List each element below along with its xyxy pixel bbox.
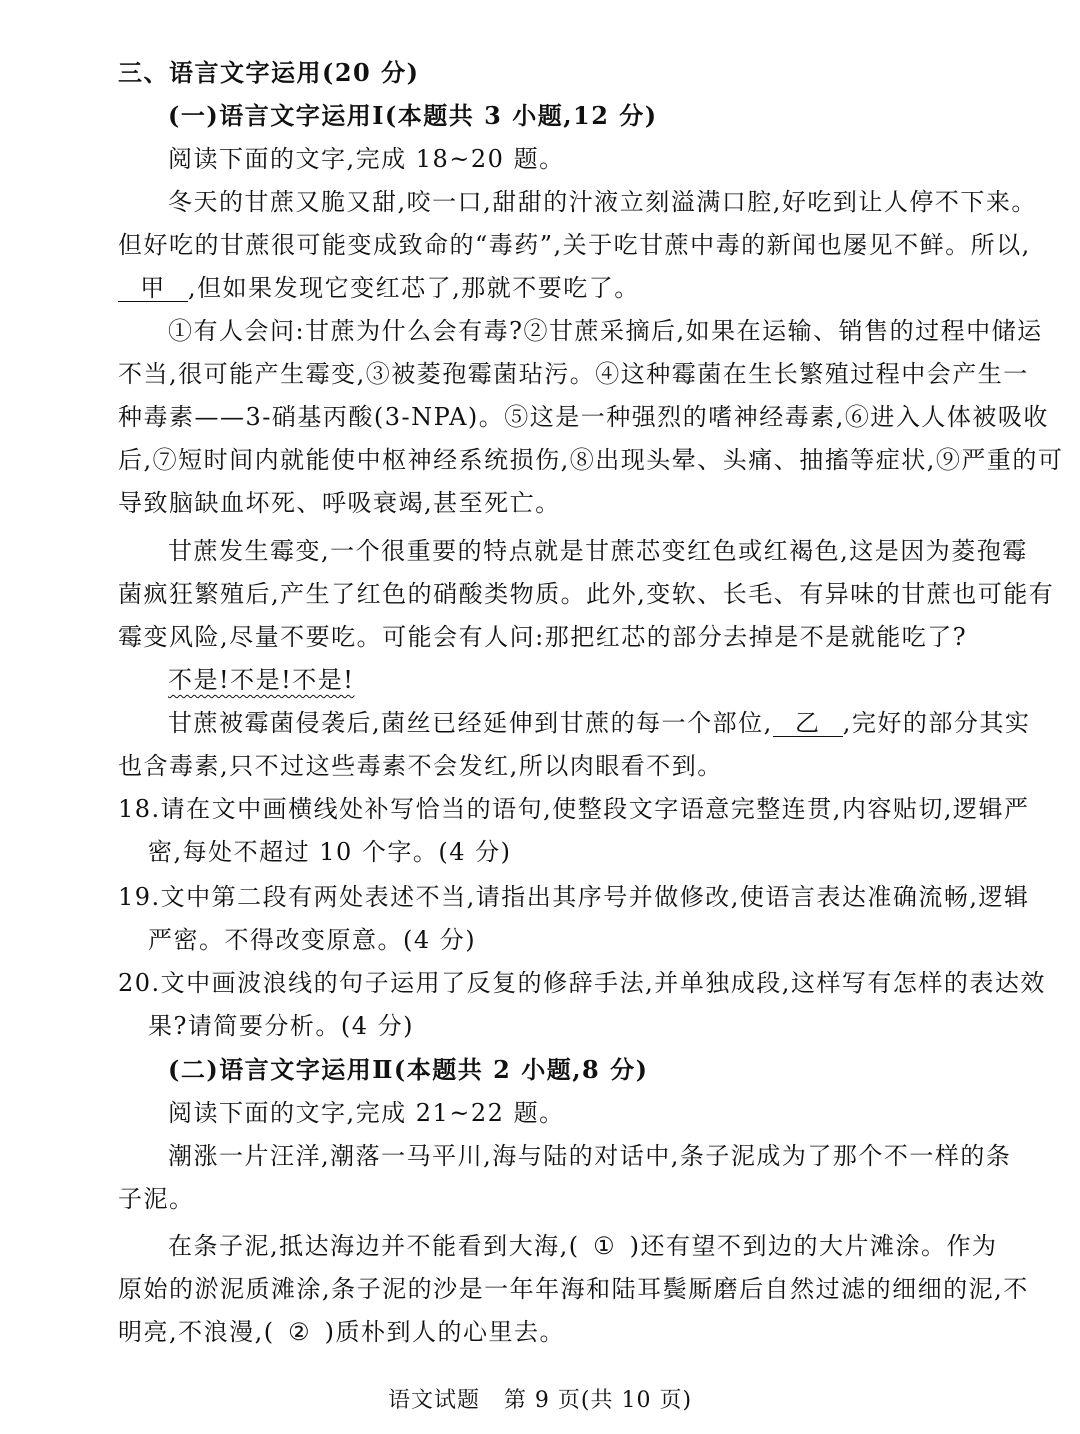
passage-line: 潮涨一片汪洋,潮落一马平川,海与陆的对话中,条子泥成为了那个不一样的条 [168,1142,1012,1170]
question-20: 20.文中画波浪线的句子运用了反复的修辞手法,并单独成段,这样写有怎样的表达效 [118,969,1046,997]
passage-text: 明亮,不浪漫,( [118,1318,275,1346]
passage-line: 导致脑缺血坏死、呼吸衰竭,甚至死亡。 [118,489,561,517]
passage-text: 甘蔗被霉菌侵袭后,菌丝已经延伸到甘蔗的每一个部位, [168,709,773,737]
section-title: 三、语言文字运用(20 分) [118,58,420,87]
passage-line: 但好吃的甘蔗很可能变成致命的“毒药”,关于吃甘蔗中毒的新闻也屡见不鲜。所以, [118,231,1031,259]
passage-line: 后,⑦短时间内就能使中枢神经系统损伤,⑧出现头晕、头痛、抽搐等症状,⑨严重的可 [118,446,1064,474]
passage-line: 原始的淤泥质滩涂,条子泥的沙是一年年海和陆耳鬓厮磨后自然过滤的细细的泥,不 [118,1275,1029,1303]
passage-text: )质朴到人的心里去。 [324,1318,565,1346]
passage-text: ,但如果发现它变红芯了,那就不要吃了。 [188,274,640,302]
part2-intro: 阅读下面的文字,完成 21~22 题。 [168,1099,565,1127]
passage-line: 不当,很可能产生霉变,③被菱孢霉菌玷污。④这种霉菌在生长繁殖过程中会产生一 [118,360,1029,388]
blank-yi: 乙 [773,710,843,737]
passage-line [118,1317,565,1347]
wavy-sentence [168,665,354,695]
blank-mark-2: ② [288,1318,312,1346]
part2-title: (二)语言文字运用Ⅱ(本题共 2 小题,8 分) [168,1055,649,1084]
passage-text: ,完好的部分其实 [842,709,1031,737]
blank-jia: 甲 [118,275,188,302]
passage-line: 种毒素——3-硝基丙酸(3-NPA)。⑤这是一种强烈的嗜神经毒素,⑥进入人体被吸收 [118,403,1049,431]
passage-line: 也含毒素,只不过这些毒素不会发红,所以肉眼看不到。 [118,752,723,780]
question-20-cont: 果?请简要分析。(4 分) [148,1012,414,1040]
part1-intro: 阅读下面的文字,完成 18~20 题。 [168,145,565,173]
question-18: 18.请在文中画横线处补写恰当的语句,使整段文字语意完整连贯,内容贴切,逻辑严 [118,795,1030,823]
passage-line [118,273,640,303]
passage-text: 在条子泥,抵达海边并不能看到大海,( [168,1232,580,1260]
blank-mark-1: ① [593,1232,617,1260]
passage-line: 霉变风险,尽量不要吃。可能会有人问:那把红芯的部分去掉是不是就能吃了? [118,623,968,651]
page-footer: 语文试题 第 9 页(共 10 页) [387,1388,693,1413]
passage-line: 冬天的甘蔗又脆又甜,咬一口,甜甜的汁液立刻溢满口腔,好吃到让人停不下来。 [168,188,1037,216]
wavy-underlined-text: 不是!不是!不是! [168,666,355,694]
passage-line: 菌疯狂繁殖后,产生了红色的硝酸类物质。此外,变软、长毛、有异味的甘蔗也可能有 [118,580,1055,608]
passage-line [168,708,1030,738]
passage-line: 子泥。 [118,1185,195,1213]
passage-line [168,1231,998,1261]
question-19: 19.文中第二段有两处表述不当,请指出其序号并做修改,使语言表达准确流畅,逻辑 [118,883,1030,911]
passage-line: ①有人会问:甘蔗为什么会有毒?②甘蔗采摘后,如果在运输、销售的过程中储运 [168,317,1043,345]
passage-line: 甘蔗发生霉变,一个很重要的特点就是甘蔗芯变红色或红褐色,这是因为菱孢霉 [168,537,1028,565]
passage-text: )还有望不到边的大片滩涂。作为 [629,1232,998,1260]
part1-title: (一)语言文字运用Ⅰ(本题共 3 小题,12 分) [168,101,658,130]
question-19-cont: 严密。不得改变原意。(4 分) [148,926,477,954]
question-18-cont: 密,每处不超过 10 个字。(4 分) [148,838,512,866]
